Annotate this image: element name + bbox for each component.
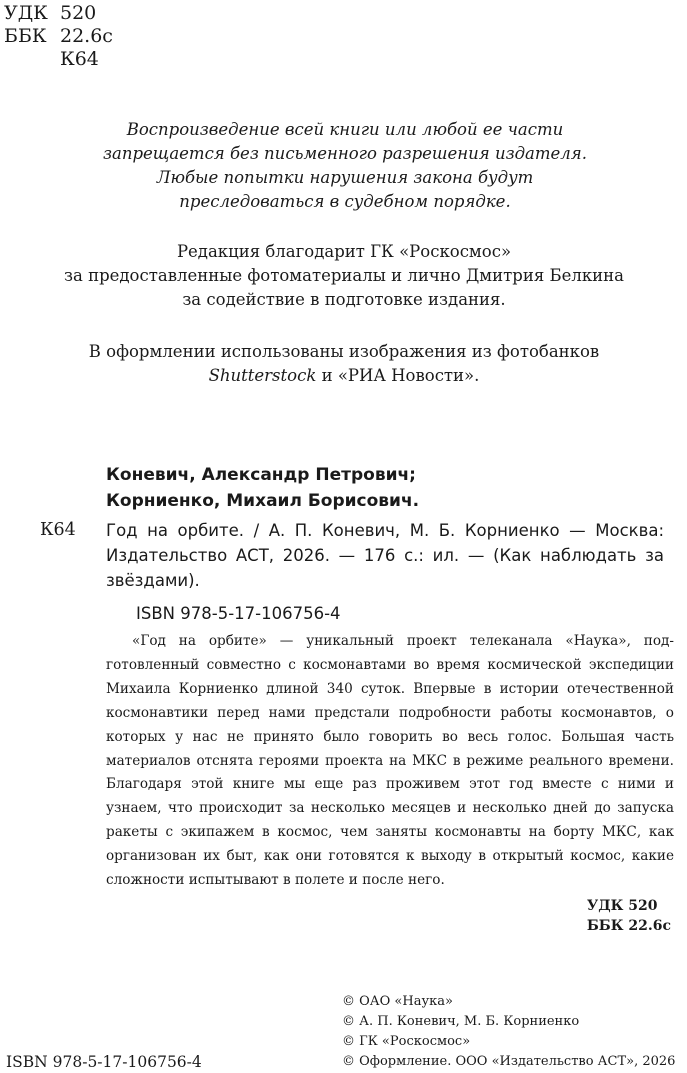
copyright-line: © А. П. Коневич, М. Б. Корниенко xyxy=(342,1014,580,1029)
index-code: К64 xyxy=(40,520,76,540)
thanks-line: за предоставленные фотоматериалы и лично Дмитрия Белкина xyxy=(63,266,625,285)
bbk-line xyxy=(4,25,113,47)
isbn-bottom: ISBN 978-5-17-106756-4 xyxy=(6,1053,202,1071)
acknowledgements xyxy=(30,240,658,312)
copyright-line: © ГК «Роскосмос» xyxy=(342,1034,471,1049)
warning-line: Любые попытки нарушения закона будут xyxy=(156,168,534,187)
photo-rest: и «РИА Новости». xyxy=(316,366,480,385)
authors xyxy=(106,462,419,514)
author-mark-line xyxy=(4,48,99,70)
author-name: Коневич, Александр Петрович; xyxy=(106,465,416,485)
bbk-value: 22.6с xyxy=(60,25,113,47)
copyright-line: © ОАО «Наука» xyxy=(342,994,453,1009)
photo-line: В оформлении использованы изображения из фотобанков xyxy=(88,342,600,361)
thanks-line: Редакция благодарит ГК «Роскосмос» xyxy=(176,242,512,261)
warning-line: Воспроизведение всей книги или любой ее части xyxy=(126,120,564,139)
photo-line xyxy=(30,364,658,388)
photo-credits xyxy=(30,340,658,388)
thanks-line: за содействие в подготовке издания. xyxy=(182,290,506,309)
classification-codes xyxy=(587,896,671,936)
udk-line xyxy=(4,2,96,24)
bbk-label: ББК xyxy=(4,25,47,47)
author-mark-value: К64 xyxy=(60,48,99,70)
udk-label: УДК xyxy=(4,2,48,24)
warning-line: преследоваться в судебном порядке. xyxy=(179,192,511,211)
bbk-code: ББК 22.6с xyxy=(586,918,671,934)
warning-line: запрещается без письменного разрешения издателя. xyxy=(103,144,587,163)
annotation xyxy=(106,630,674,893)
copyright-warning xyxy=(40,118,650,214)
copyright-line: © Оформление. ООО «Издательство АСТ», 2026 xyxy=(342,1054,676,1069)
photo-brand: Shutterstock xyxy=(208,366,317,385)
isbn-record: ISBN 978-5-17-106756-4 xyxy=(136,604,341,623)
author-name: Корниенко, Михаил Борисович. xyxy=(106,491,420,511)
udk-code: УДК 520 xyxy=(586,898,658,914)
copyright-list xyxy=(342,992,675,1072)
bibliographic-record: Год на орбите. / А. П. Коневич, М. Б. Корниенко — Москва: Издательство АСТ, 2026. — 176 с.: ил. — (Как наблюдать за звёздами). xyxy=(106,521,664,590)
annotation-text: «Год на орбите» — уникальный проект телеканала «Наука», подготовленный совместно с космонавтами во время космической экспедиции Михаила Корниенко длиной 340 суток. Впервые в истории отечественной космонавтики перед нами предстали подробности работы космонавтов, о которых у нас не принято было говорить во весь голос. Большая часть материалов отснята героями проекта на МКС в режиме реального времени. Благодаря этой книге мы еще раз проживем этот год вместе с ними и узнаем, что происходит за несколько месяцев и несколько дней до запуска ракеты с экипажем в космос, чем заняты космонавты на борту МКС, как организован их быт, как они готовятся к выходу в открытый космос, какие сложности испытывают в полете и после него. xyxy=(106,633,674,889)
udk-value: 520 xyxy=(60,2,97,24)
